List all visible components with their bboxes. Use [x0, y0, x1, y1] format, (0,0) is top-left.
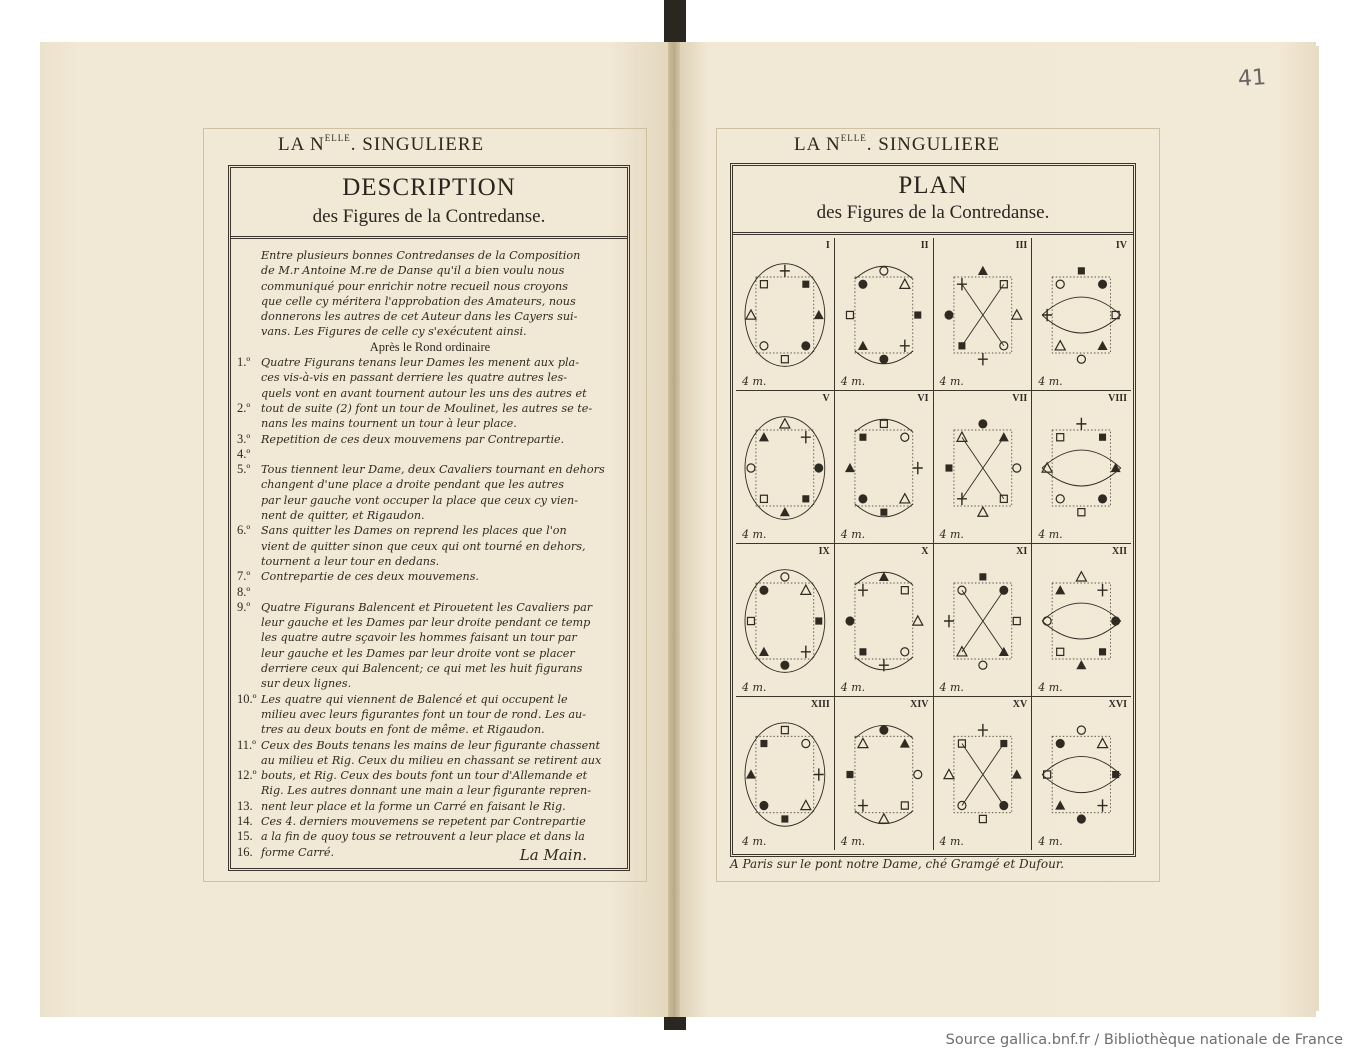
- instruction-number: 16.: [237, 844, 253, 859]
- description-title: DESCRIPTION: [342, 174, 516, 201]
- dance-diagram: [736, 238, 834, 390]
- instruction-line: sur deux lignes.: [261, 677, 352, 691]
- figure-number: IV: [1115, 240, 1127, 251]
- instruction-line: Tous tiennent leur Dame, deux Cavaliers tournant en dehors: [261, 463, 605, 477]
- dance-diagram: [934, 697, 1032, 850]
- instruction-number: 3.º 4.º: [237, 431, 251, 461]
- instruction-line: au milieu et Rig. Ceux du milieu en chassant se retirent aux: [261, 753, 602, 767]
- figure-cell: [835, 238, 934, 391]
- figure-cell: [1032, 391, 1131, 544]
- instruction-line: leur gauche et les Dames par leur droite pendant ce temp: [261, 616, 591, 630]
- figure-grid: [736, 238, 1131, 850]
- instruction-item: [237, 523, 623, 569]
- intro-line: que celle cy méritera l'approbation des Amateurs, nous: [261, 294, 576, 308]
- dance-diagram: [934, 238, 1032, 390]
- dance-diagram: [1032, 697, 1131, 850]
- figure-number: VII: [1012, 393, 1028, 404]
- figure-number: III: [1015, 240, 1028, 251]
- dance-diagram: [934, 544, 1032, 696]
- instruction-line: Repetition de ces deux mouvemens par Contrepartie.: [261, 432, 565, 446]
- figure-number: VI: [917, 393, 929, 404]
- instruction-number: 9.º: [237, 599, 251, 614]
- figure-measure: 4 m.: [939, 835, 964, 848]
- figure-measure: 4 m.: [742, 528, 767, 541]
- figure-measure: 4 m.: [742, 681, 767, 694]
- instruction-item: [237, 799, 623, 814]
- intro-line: vans. Les Figures de celle cy s'exécutent ainsi.: [261, 325, 527, 339]
- dance-diagram: [736, 697, 834, 850]
- figure-measure: 4 m.: [939, 681, 964, 694]
- figure-measure: 4 m.: [1038, 835, 1063, 848]
- right-running-header: LA $N^{ELLE}$. SINGULIERE: [794, 132, 1001, 155]
- figure-number: XIV: [910, 699, 929, 710]
- title-divider: [231, 236, 627, 239]
- instruction-item: [237, 692, 623, 738]
- instruction-item: [237, 829, 623, 844]
- instruction-item: [237, 600, 623, 692]
- book-spine-top: [664, 0, 686, 46]
- instruction-number: 12.º: [237, 768, 257, 783]
- figure-cell: [934, 391, 1033, 544]
- instruction-item: [237, 738, 623, 769]
- figure-cell: [736, 697, 835, 850]
- dance-diagram: [835, 544, 933, 696]
- figure-number: XIII: [810, 699, 830, 710]
- figure-cell: [1032, 697, 1131, 850]
- figure-number: X: [921, 546, 929, 557]
- instruction-line: Ces 4. derniers mouvemens se repetent par Contrepartie: [261, 814, 586, 828]
- instruction-number: 7.º 8.º: [237, 569, 251, 599]
- instruction-item: [237, 432, 623, 463]
- description-text: [237, 248, 623, 860]
- instruction-line: Sans quitter les Dames on reprend les places que l'on: [261, 524, 567, 538]
- instruction-line: tres au deux bouts en font de même. et Rigaudon.: [261, 723, 545, 737]
- intro-line: donnerons les autres de cet Auteur dans les Cayers sui-: [261, 310, 578, 324]
- intro-line: de M.r Antoine M.re de Danse qu'il a bien voulu nous: [261, 264, 565, 278]
- figure-measure: 4 m.: [840, 681, 866, 694]
- dance-diagram: [835, 238, 933, 390]
- instruction-item: [237, 401, 623, 432]
- instruction-line: a la fin de quoy tous se retrouvent a leur place et dans la: [261, 830, 585, 844]
- instruction-number: 14.: [237, 813, 253, 828]
- figure-number: XV: [1012, 699, 1028, 710]
- instruction-line: leur gauche et les Dames par leur droite vont se placer: [261, 646, 575, 660]
- figure-cell: [835, 697, 934, 850]
- left-running-header: LA $N^{ELLE}$. SINGULIERE: [278, 132, 485, 155]
- figure-instructions: [237, 355, 623, 860]
- instruction-line: ces vis-à-vis en passant derriere les quatre autres les-: [261, 371, 567, 385]
- instruction-item: [237, 462, 623, 523]
- figure-number: XII: [1111, 546, 1127, 557]
- folio-number: 41: [1237, 65, 1267, 92]
- instruction-line: changent d'une place a droite pendant que les autres: [261, 478, 564, 492]
- figure-measure: 4 m.: [840, 528, 866, 541]
- figure-cell: [1032, 238, 1131, 391]
- figure-measure: 4 m.: [939, 375, 964, 388]
- dance-diagram: [835, 391, 933, 543]
- figure-number: V: [822, 393, 830, 404]
- dance-diagram: [835, 697, 933, 850]
- figure-number: XVI: [1108, 699, 1127, 710]
- instruction-number: 15.: [237, 829, 253, 844]
- description-frame: [228, 165, 630, 871]
- figure-number: II: [920, 240, 929, 251]
- plan-title-divider: [733, 232, 1133, 235]
- signature-la-main: La Main.: [519, 846, 587, 864]
- plan-subtitle: des Figures de la Contredanse.: [816, 202, 1050, 223]
- plan-frame: [730, 163, 1136, 857]
- dance-diagram: [934, 391, 1032, 543]
- instruction-line: nent leur place et la forme un Carré en faisant le Rig.: [261, 799, 566, 813]
- description-subtitle: des Figures de la Contredanse.: [312, 206, 546, 227]
- instruction-line: par leur gauche vont occuper la place que ceux cy vien-: [261, 493, 579, 507]
- instruction-item: [237, 814, 623, 829]
- instruction-line: tournent a leur tour en dedans.: [261, 554, 440, 568]
- instruction-line: Les quatre qui viennent de Balencé et qui occupent le: [261, 692, 568, 706]
- intro-line: Entre plusieurs bonnes Contredanses de la Composition: [261, 249, 581, 262]
- instruction-line: nans les mains tournent un tour à leur place.: [261, 417, 517, 431]
- figure-measure: 4 m.: [1038, 528, 1063, 541]
- book-gutter: [668, 42, 680, 1017]
- dance-diagram: [736, 544, 834, 696]
- figure-number: XI: [1016, 546, 1028, 557]
- dance-diagram: [1032, 238, 1131, 390]
- figure-measure: 4 m.: [742, 375, 767, 388]
- instruction-number: 5.º: [237, 462, 251, 477]
- figure-measure: 4 m.: [1038, 681, 1063, 694]
- figure-cell: [835, 391, 934, 544]
- figure-measure: 4 m.: [939, 528, 964, 541]
- instruction-number: 13.: [237, 798, 253, 813]
- source-credit: Source gallica.bnf.fr / Bibliothèque nationale de France: [945, 1032, 1343, 1048]
- figure-cell: [736, 238, 835, 391]
- dance-diagram: [1032, 391, 1131, 543]
- instruction-line: Ceux des Bouts tenans les mains de leur figurante chassent: [261, 738, 600, 752]
- figure-cell: [736, 544, 835, 697]
- figure-measure: 4 m.: [840, 835, 866, 848]
- instruction-item: [237, 768, 623, 799]
- plan-title: PLAN: [898, 172, 968, 199]
- figure-number: VIII: [1108, 393, 1127, 404]
- figure-measure: 4 m.: [742, 835, 767, 848]
- instruction-line: tout de suite (2) font un tour de Moulinet, les autres se te-: [261, 401, 593, 415]
- imprint-line: A Paris sur le pont notre Dame, ché Gramgé et Dufour.: [730, 857, 1065, 871]
- instruction-line: vient de quitter sinon que ceux qui ont tourné en dehors,: [261, 539, 586, 553]
- figure-measure: 4 m.: [1038, 375, 1063, 388]
- instruction-line: quels vont en avant tournent autour les uns des autres et: [261, 386, 587, 400]
- instruction-number: 10.º: [237, 691, 257, 706]
- figure-cell: [736, 391, 835, 544]
- instruction-line: Contrepartie de ces deux mouvemens.: [261, 570, 479, 584]
- instruction-line: bouts, et Rig. Ceux des bouts font un tour d'Allemande et: [261, 769, 588, 783]
- figure-cell: [934, 544, 1033, 697]
- instruction-line: Rig. Les autres donnant une main a leur figurante repren-: [261, 784, 592, 798]
- instruction-line: Quatre Figurans Balencent et Pirouetent les Cavaliers par: [261, 600, 593, 614]
- figure-measure: 4 m.: [840, 375, 866, 388]
- intro-paragraph: [237, 248, 623, 340]
- after-rond-heading: Après le Rond ordinaire: [369, 339, 491, 354]
- instruction-line: les quatre autre sçavoir les hommes faisant un tour par: [261, 631, 577, 645]
- instruction-number: 2.º: [237, 400, 251, 415]
- figure-number: IX: [818, 546, 830, 557]
- dance-diagram: [1032, 544, 1131, 696]
- instruction-line: forme Carré.: [261, 845, 335, 859]
- instruction-line: derriere ceux qui Balencent; ce qui met les huit figurans: [261, 662, 583, 676]
- figure-number: I: [825, 240, 830, 251]
- instruction-line: Quatre Figurans tenans leur Dames les menent aux pla-: [261, 356, 580, 370]
- figure-cell: [934, 697, 1033, 850]
- instruction-number: 6.º: [237, 523, 251, 538]
- dance-diagram: [736, 391, 834, 543]
- figure-cell: [835, 544, 934, 697]
- instruction-line: nent de quitter, et Rigaudon.: [261, 509, 425, 523]
- instruction-number: 1.º: [237, 355, 251, 370]
- instruction-line: milieu avec leurs figurantes font un tour de rond. Les au-: [261, 707, 587, 721]
- instruction-item: [237, 569, 623, 600]
- instruction-number: 11.º: [237, 737, 257, 752]
- instruction-item: [237, 355, 623, 401]
- figure-cell: [934, 238, 1033, 391]
- intro-line: communiqué pour enrichir notre recueil nous croyons: [261, 279, 568, 293]
- figure-cell: [1032, 544, 1131, 697]
